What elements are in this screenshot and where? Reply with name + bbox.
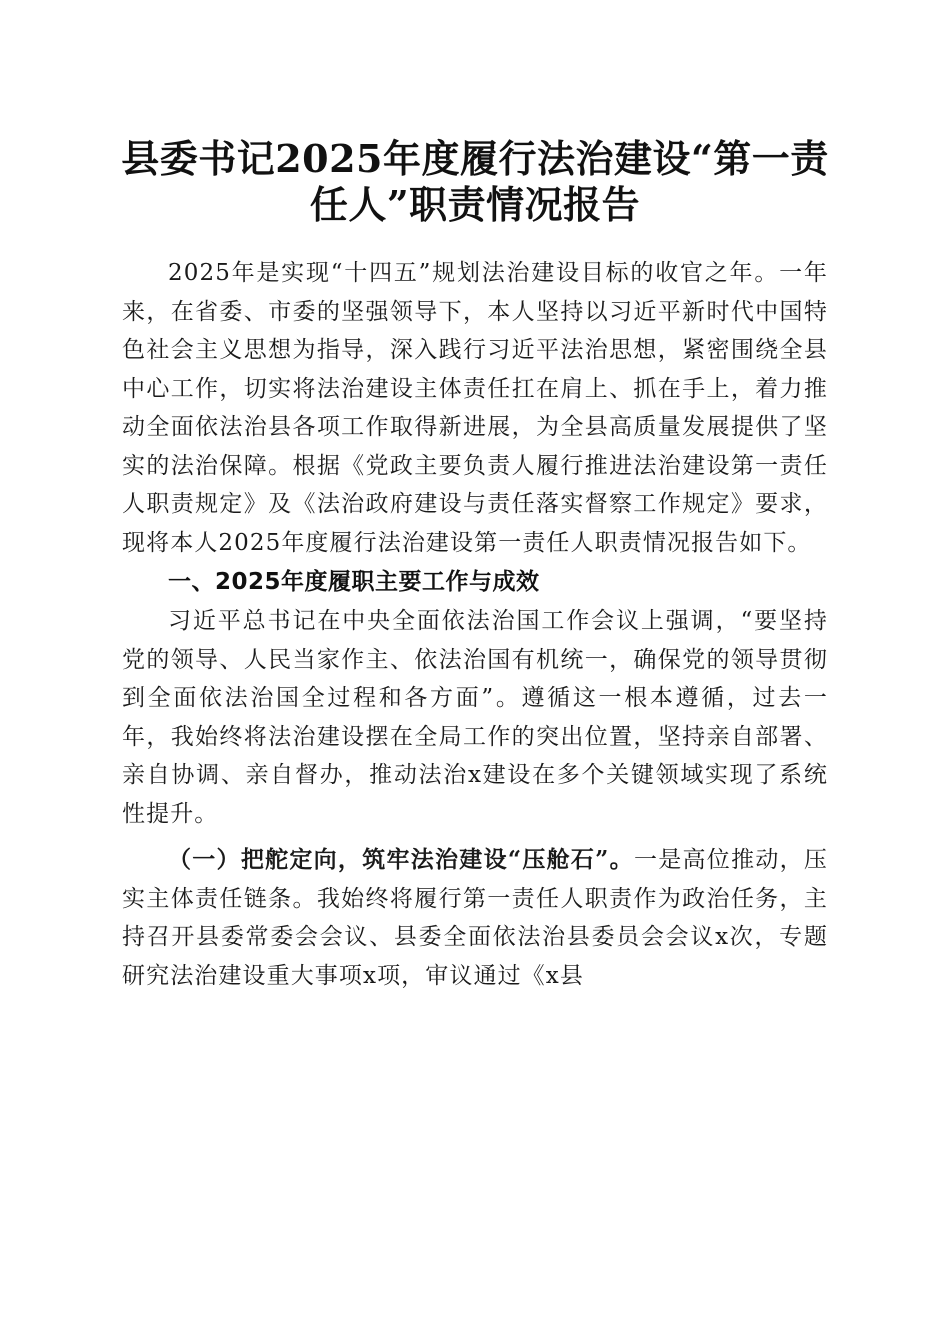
subsection-heading: （一）把舵定向，筑牢法治建设“压舱石”。 — [168, 846, 634, 873]
subsection-paragraph — [122, 841, 828, 995]
document-body — [122, 254, 828, 995]
subsection-text: 一是高位推动，压实主体责任链条。我始终将履行第一责任人职责作为政治任务，主持召开县委常委会会议、县委全面依法治县委员会会议x次，专题研究法治建设重大事项x项，审议通过《x县 — [122, 847, 828, 989]
intro-paragraph: 2025年是实现“十四五”规划法治建设目标的收官之年。一年来，在省委、市委的坚强领导下，本人坚持以习近平新时代中国特色社会主义思想为指导，深入践行习近平法治思想，紧密围绕全县中心工作，切实将法治建设主体责任扛在肩上、抓在手上，着力推动全面依法治县各项工作取得新进展，为全县高质量发展提供了坚实的法治保障。根据《党政主要负责人履行推进法治建设第一责任人职责规定》及《法治政府建设与责任落实督察工作规定》要求，现将本人2025年度履行法治建设第一责任人职责情况报告如下。 — [122, 260, 828, 556]
section-paragraph: 习近平总书记在中央全面依法治国工作会议上强调，“要坚持党的领导、人民当家作主、依法治国有机统一，确保党的领导贯彻到全面依法治国全过程和各方面”。遵循这一根本遵循，过去一年，我始终将法治建设摆在全局工作的突出位置，坚持亲自部署、亲自协调、亲自督办，推动法治x建设在多个关键领域实现了系统性提升。 — [122, 608, 828, 827]
document-title: 县委书记2025年度履行法治建设“第一责任人”职责情况报告 — [121, 136, 829, 227]
section-heading: 一、2025年度履职主要工作与成效 — [168, 569, 540, 595]
